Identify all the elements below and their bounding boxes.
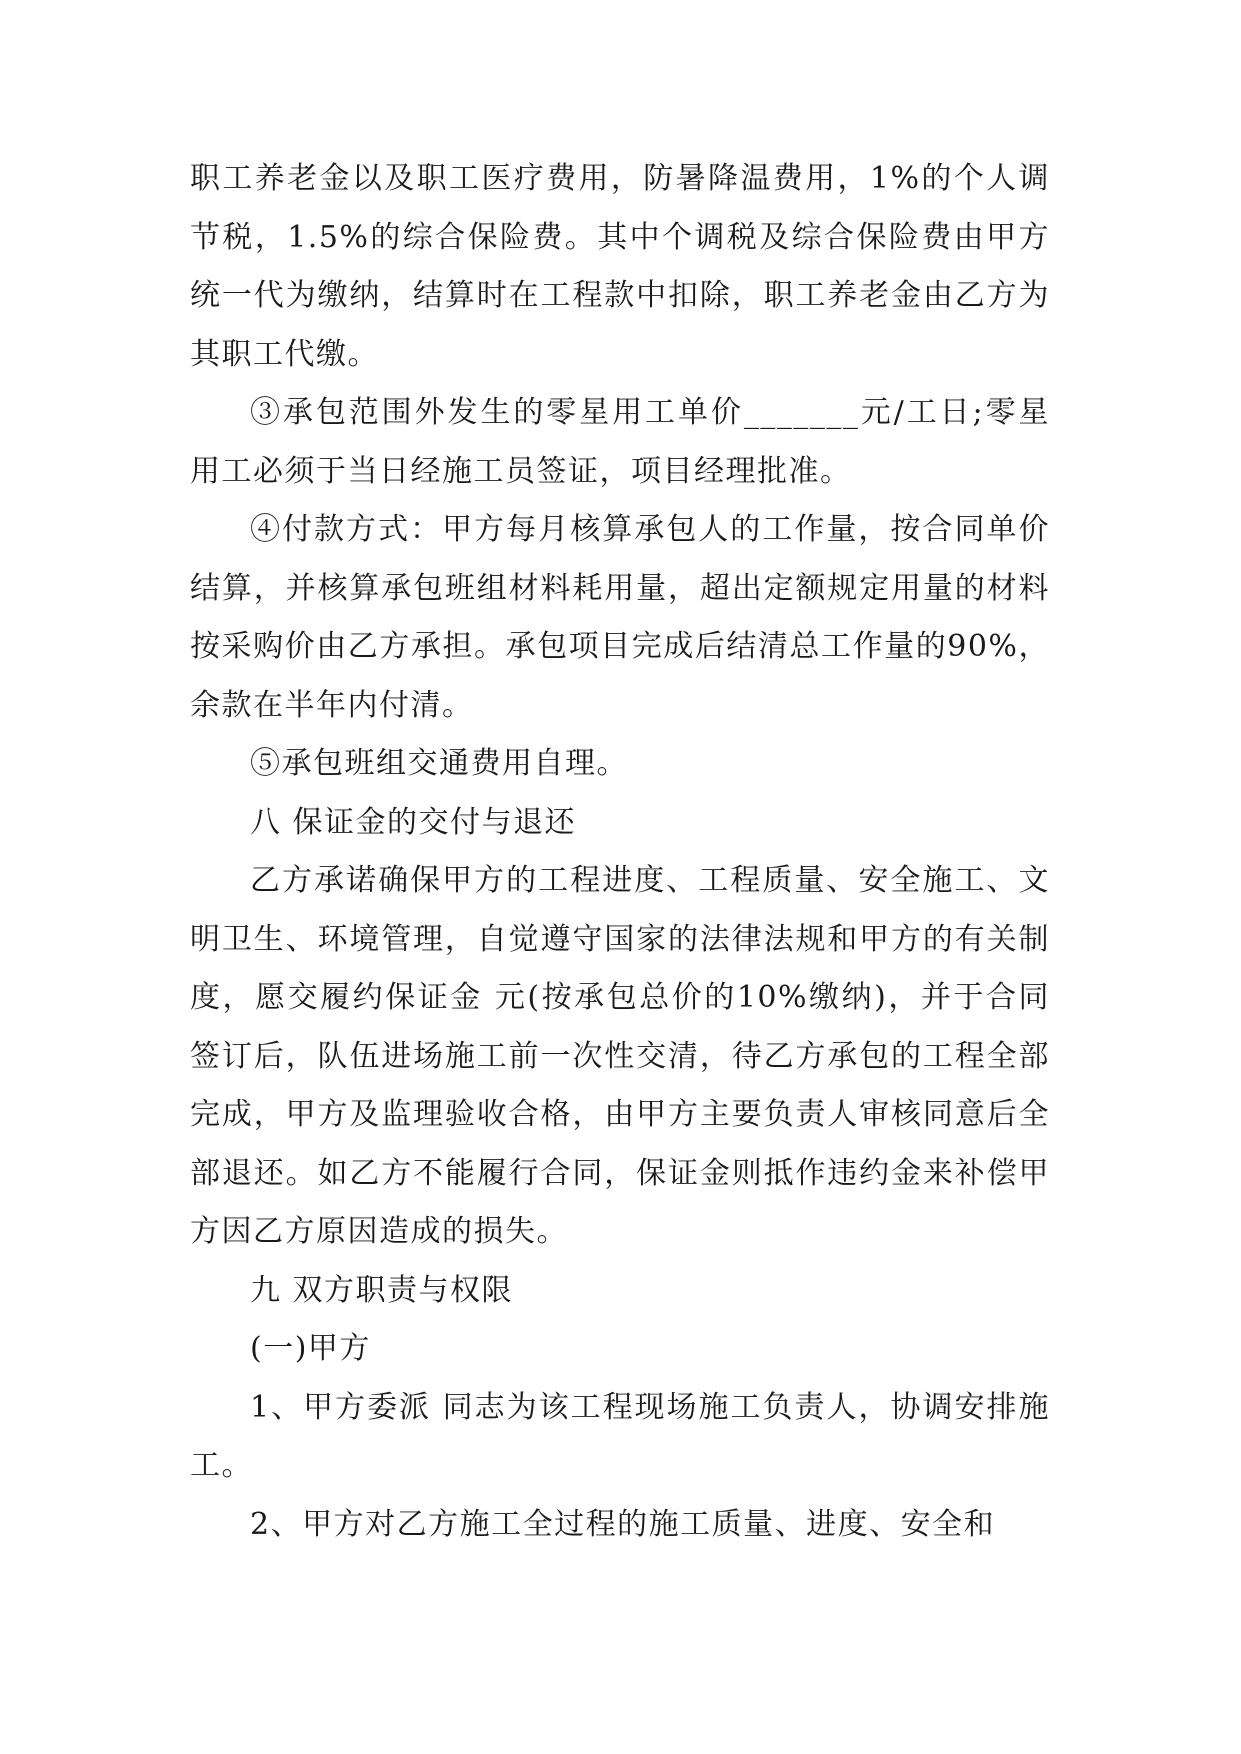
section-heading-9: 九 双方职责与权限 [250, 1272, 514, 1308]
paragraph-party-a-item-1: 1、甲方委派 同志为该工程现场施工负责人，协调安排施工。 [190, 1389, 1050, 1483]
paragraph-item-3-daily-labor: ③承包范围外发生的零星用工单价_______元/工日;零星用工必须于当日经施工员签证，项目经理批准。 [190, 395, 1050, 489]
section-heading-8: 八 保证金的交付与退还 [250, 804, 577, 840]
paragraph-item-4-payment: ④付款方式：甲方每月核算承包人的工作量，按合同单价结算，并核算承包班组材料耗用量，超出定额规定用量的材料按采购价由乙方承担。承包项目完成后结清总工作量的90%，余款在半年内付清。 [190, 512, 1050, 723]
document-page [190, 150, 1050, 1554]
paragraph-party-a-item-2: 2、甲方对乙方施工全过程的施工质量、进度、安全和 [250, 1506, 996, 1542]
paragraph-item-5-transport: ⑤承包班组交通费用自理。 [250, 746, 628, 781]
subsection-heading-party-a: (一)甲方 [250, 1331, 371, 1366]
paragraph-welfare-taxes: 职工养老金以及职工医疗费用，防暑降温费用，1%的个人调节税，1.5%的综合保险费。其中个调税及综合保险费由甲方统一代为缴纳，结算时在工程款中扣除，职工养老金由乙方为其职工代缴。 [190, 161, 1050, 372]
paragraph-deposit: 乙方承诺确保甲方的工程进度、工程质量、安全施工、文明卫生、环境管理，自觉遵守国家的法律法规和甲方的有关制度，愿交履约保证金 元(按承包总价的10%缴纳)，并于合同签订后，队伍进场施工前一次性交清，待乙方承包的工程全部完成，甲方及监理验收合格，由甲方主要负责人审核同意后全部退还。如乙方不能履行合同，保证金则抵作违约金来补偿甲方因乙方原因造成的损失。 [190, 863, 1050, 1249]
